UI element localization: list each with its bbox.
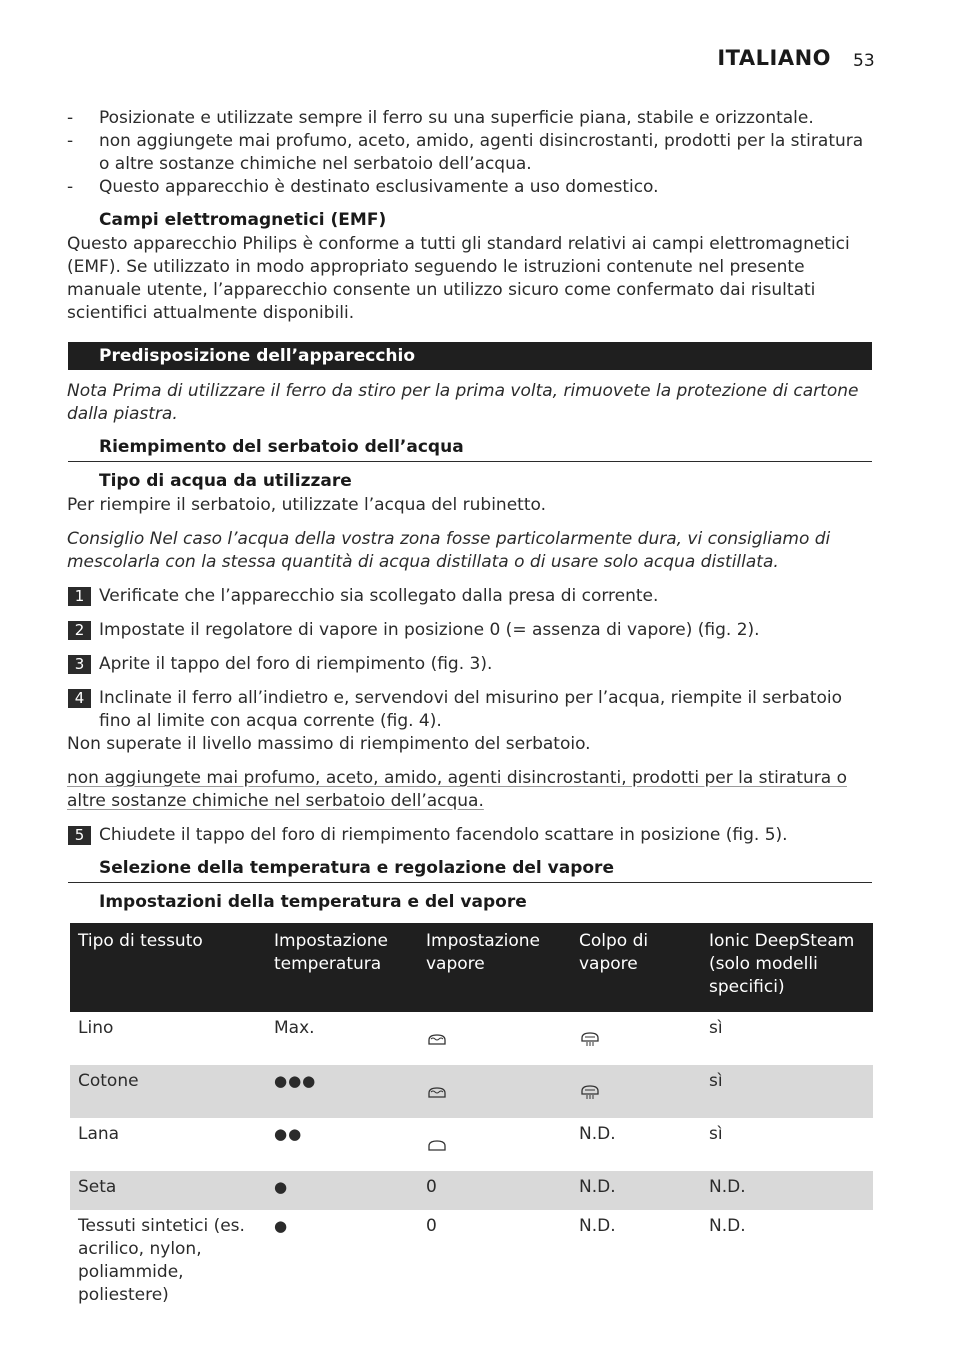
header-temperature: Impostazione temperatura xyxy=(266,923,418,1012)
note-paragraph: Nota Prima di utilizzare il ferro da stiro per la prima volta, rimuovete la protezione di cartone dalla piastra. xyxy=(67,381,859,424)
step-text: Chiudete il tappo del foro di riempimento facendolo scattare in posizione (fig. 5). xyxy=(99,825,788,845)
bullet-text: Questo apparecchio è destinato esclusivamente a uso domestico. xyxy=(99,177,659,197)
steam-shot-icon xyxy=(579,1082,601,1100)
cell-ionic: sì xyxy=(709,1018,723,1038)
language-header: ITALIANO xyxy=(717,46,831,70)
cell-ionic: sì xyxy=(701,1065,873,1118)
bullet-item xyxy=(67,107,872,130)
cell-steam xyxy=(418,1118,571,1171)
section-bar-title: Predisposizione dell’apparecchio xyxy=(99,346,416,366)
cell-steam: 0 xyxy=(426,1216,437,1236)
temperature-heading: Selezione della temperatura e regolazione del vapore xyxy=(99,858,614,878)
warning-text: non aggiungete mai profumo, aceto, amido, agenti disincrostanti, prodotti per la stiratura o altre sostanze chimiche nel serbatoio dell’acqua. xyxy=(67,768,847,811)
step-number: 4 xyxy=(68,689,91,708)
cell-steam-shot xyxy=(571,1065,701,1118)
step-text: Aprite il tappo del foro di riempimento (fig. 3). xyxy=(99,654,493,674)
table-row xyxy=(70,1118,873,1171)
step-item xyxy=(68,619,872,642)
emf-heading: Campi elettromagnetici (EMF) xyxy=(99,210,387,230)
bullet-text: Posizionate e utilizzate sempre il ferro su una superficie piana, stabile e orizzontale. xyxy=(99,108,814,128)
settings-table xyxy=(70,923,873,1318)
steam-min-icon xyxy=(426,1135,448,1153)
step-number: 3 xyxy=(68,655,91,674)
cell-ionic: sì xyxy=(709,1124,723,1144)
cell-fabric: Lana xyxy=(78,1124,120,1144)
table-row xyxy=(70,1171,873,1210)
bullet-dash: - xyxy=(67,177,74,197)
cell-steam xyxy=(418,1065,571,1118)
after-step-text: Non superate il livello massimo di riempimento del serbatoio. xyxy=(67,734,591,754)
bullet-item xyxy=(67,176,872,199)
cell-ionic: N.D. xyxy=(701,1171,873,1210)
cell-temperature: ●●● xyxy=(266,1065,418,1118)
cell-steam-shot: N.D. xyxy=(579,1124,616,1144)
bullet-dash: - xyxy=(67,131,74,151)
fill-heading: Riempimento del serbatoio dell’acqua xyxy=(99,437,464,457)
table-row xyxy=(70,1210,873,1318)
step-number: 1 xyxy=(68,587,91,606)
header-fabric: Tipo di tessuto xyxy=(70,923,266,1012)
settings-heading: Impostazioni della temperatura e del vapore xyxy=(99,892,527,912)
cell-steam xyxy=(418,1012,571,1065)
warning-paragraph xyxy=(67,767,857,813)
step-text: Verificate che l’apparecchio sia scollegato dalla presa di corrente. xyxy=(99,586,659,606)
heading-rule xyxy=(68,461,872,462)
cell-steam: 0 xyxy=(418,1171,571,1210)
header-steam: Impostazione vapore xyxy=(418,923,571,1012)
cell-fabric: Lino xyxy=(78,1018,114,1038)
tip-paragraph: Consiglio Nel caso l’acqua della vostra zona fosse particolarmente dura, vi consigliamo di mescolarla con la stessa quantità di acqua distillata o di usare solo acqua distillata. xyxy=(67,529,831,572)
table-header-row xyxy=(70,923,873,1012)
page-number: 53 xyxy=(853,51,875,71)
step-item xyxy=(68,824,872,847)
cell-temperature: ● xyxy=(274,1217,289,1235)
water-type-text: Per riempire il serbatoio, utilizzate l’acqua del rubinetto. xyxy=(67,495,546,515)
step-text: Inclinate il ferro all’indietro e, servendovi del misurino per l’acqua, riempite il serbatoio fino al limite con acqua corrente (fig. 4). xyxy=(99,688,843,731)
step-text: Impostate il regolatore di vapore in posizione 0 (= assenza di vapore) (fig. 2). xyxy=(99,620,760,640)
step-item xyxy=(68,585,872,608)
step-number: 5 xyxy=(68,826,91,845)
steam-max-icon xyxy=(426,1082,448,1100)
heading-rule xyxy=(68,882,872,883)
header-steam-shot: Colpo di vapore xyxy=(571,923,701,1012)
cell-ionic: N.D. xyxy=(709,1216,746,1236)
cell-temperature: ● xyxy=(266,1171,418,1210)
bullet-dash: - xyxy=(67,108,74,128)
table-row xyxy=(70,1065,873,1118)
cell-steam-shot: N.D. xyxy=(571,1171,701,1210)
step-item xyxy=(68,653,872,676)
header-ionic: Ionic DeepSteam (solo modelli specifici) xyxy=(701,923,873,1012)
cell-steam-shot: N.D. xyxy=(579,1216,616,1236)
cell-temperature: Max. xyxy=(274,1018,315,1038)
cell-fabric: Cotone xyxy=(70,1065,266,1118)
cell-steam-shot xyxy=(571,1012,701,1065)
emf-paragraph: Questo apparecchio Philips è conforme a tutti gli standard relativi ai campi elettromagnetici (EMF). Se utilizzato in modo appropriato seguendo le istruzioni contenute nel presente manuale utente, l’apparecchio consente un utilizzo sicuro come confermato dai risultati scientifici attualmente disponibili. xyxy=(67,234,850,323)
step-item xyxy=(68,687,872,733)
step-number: 2 xyxy=(68,621,91,640)
cell-temperature: ●● xyxy=(274,1125,303,1143)
steam-shot-icon xyxy=(579,1029,601,1047)
water-type-heading: Tipo di acqua da utilizzare xyxy=(99,471,352,491)
cell-fabric: Tessuti sintetici (es. acrilico, nylon, poliammide, poliestere) xyxy=(78,1216,245,1305)
section-bar xyxy=(68,342,872,370)
bullet-text: non aggiungete mai profumo, aceto, amido, agenti disincrostanti, prodotti per la stiratura o altre sostanze chimiche nel serbatoio dell’acqua. xyxy=(99,131,864,174)
bullet-item xyxy=(67,130,872,176)
table-row xyxy=(70,1012,873,1065)
cell-fabric: Seta xyxy=(70,1171,266,1210)
steam-max-icon xyxy=(426,1029,448,1047)
